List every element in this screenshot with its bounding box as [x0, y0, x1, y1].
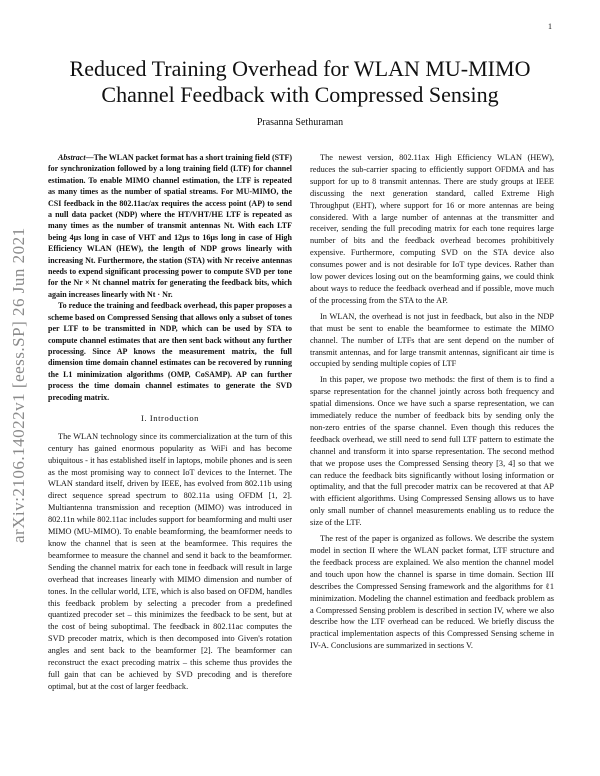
abstract-heading: Abstract: [58, 153, 86, 162]
intro-paragraph-4: In this paper, we propose two methods: the first of them is to find a sparse representation for the channel jointly across both frequency and spatial dimensions. Once we have such a sparse representation, we can immediately reduce the number of feedback bits by sending only the non-zero entries of the sparse channel. Even though this reduces the feedback overhead, we still need to send full LTF pattern to estimate the channel and transform it into sparse representation. The second method that we propose uses the Compressed Sensing theory [3, 4] so that we can reduce the feedback bits significantly without losing information or optimality, and that the full precoder matrix can be recovered at that AP with efficient algorithms. Using Compressed Sensing allows us to have only small number of channel measurements enabling us to reduce the size of the LTF.: [310, 375, 554, 528]
left-column: [48, 152, 292, 693]
intro-paragraph-2: The newest version, 802.11ax High Efficiency WLAN (HEW), reduces the sub-carrier spacing to efficiently support OFDMA and has support for up to 8 transmit antennas. There are study groups at IEEE discussing the next generation standard, called Extreme High Throughput (EHT), where support for 16 or more antennas are being considered. With a large number of antennas at the transmitter and receiver, sending the full precoding matrix for each tone requires large number of bits and the feedback overhead becomes prohibitively expensive. Furthermore, computing SVD on the STA device also consumes power and is not desirable for IoT type devices. Rather than low power devices losing out on the beamforming gains, we could think about ways to reduce the feedback overhead and if possible, move much of the processing from the STA to the AP.: [310, 153, 554, 305]
abstract-paragraph-2: To reduce the training and feedback overhead, this paper proposes a scheme based on Compressed Sensing that allows only a subset of tones per LTF to be transmitted in NDP, which can be used by STA to compute channel estimates that are then sent back without any further processing. Since AP knows the measurement matrix, the full dimension time domain channel estimates can be recovered by running the L1 minimization algorithms (OMP, CoSAMP). AP can further process the time domain channel estimates to generate the SVD precoding matrix.: [48, 301, 292, 402]
intro-paragraph-5: The rest of the paper is organized as follows. We describe the system model in section II where the WLAN packet format, LTF structure and the feedback process are explained. We also mention the channel model and touch upon how the channel is sparse in time domain. Section III describes the Compressed Sensing framework and the algorithms for ℓ1 minimization. Modeling the channel estimation and feedback problem as a Compressed Sensing problem is described in section IV, where we also describe how the LTF overhead can be reduced. We briefly discuss the practical implementation aspects of this Compressed Sensing scheme in IV-A. Conclusions are summarized in sections V.: [310, 534, 554, 651]
paper-title: Reduced Training Overhead for WLAN MU-MIMO Channel Feedback with Compressed Sensing: [69, 56, 531, 107]
abstract-text-1: The WLAN packet format has a short training field (STF) for synchronization followed by a long training field (LTF) for channel estimation. To enable MIMO channel estimation, the LTF is repeated as many times as the number of spatial streams. For MU-MIMO, the CSI feedback in the 802.11ac/ax requires the access point (AP) to send a null data packet (NDP) where the HT/VHT/HE LTF is repeated as many times as the number of transmit antennas Nt. With each LTF being 4µs long in case of VHT and 12µs to 16µs long in case of High Efficiency WLAN (HEW), the length of NDP grows linearly with increasing Nt. Furthermore, the station (STA) with Nr receive antennas needs to expend significant processing power to compute SVD per tone for the Nr × Nt channel matrix for generating the feedback bits, which again increases linearly with Nt · Nr.: [48, 153, 292, 299]
abstract: [48, 152, 292, 403]
page-number: 1: [548, 22, 552, 31]
arxiv-stamp: arXiv:2106.14022v1 [eess.SP] 26 Jun 2021: [9, 227, 28, 543]
intro-paragraph-3: In WLAN, the overhead is not just in feedback, but also in the NDP that must be sent to enable the beamformee to estimate the MIMO channel. The number of LTFs that are sent depend on the number of transmit antennas, and for large transmit antennas, significant air time is occupied by sending multiple copies of LTF: [310, 311, 554, 369]
right-column: [310, 152, 554, 652]
section-heading-introduction: I. Introduction: [140, 412, 200, 423]
intro-paragraph-1: The WLAN technology since its commercialization at the turn of this century has gained enormous popularity as WiFi and has become ubiquitous - it has established itself in laptops, mobile phones and is seen as the most promising way to connect IoT devices to the Internet. The WLAN standard itself, driven by IEEE, has evolved from 802.11b using direct sequence spread spectrum to 802.11a using OFDM [1, 2]. Multiantenna transmission and reception (MIMO) was introduced in 802.11n while 802.11ac includes support for beamforming and multi user MIMO (MU-MIMO). To enable beamforming, the beamformer needs to know the channel that is seen at the beamformee. This requires the beamformee to measure the channel and send it back to the beamformer. Sending the channel matrix for each tone in feedback will result in large overhead that increases linearly with MIMO dimension and number of tones. In the cellular world, LTE, which is also based on OFDM, handles this feedback problem by selecting a precoder from a predefined quantized precoder set – this minimizes the feedback to be sent, but at the cost of being suboptimal. The feedback in 802.11ac computes the SVD precoder matrix, which is then decomposed into Given's rotation angles and sent back to the beamformer [2]. The beamformer can reconstruct the exact precoding matrix – this scheme thus provides the full gain that can be achieved by SVD precoding and is therefore optimal, but at the cost of larger feedback.: [48, 431, 292, 691]
author-name: Prasanna Sethuraman: [256, 117, 344, 128]
abstract-paragraph-1: Abstract—The WLAN packet format has a short training field (STF) for synchronization followed by a long training field (LTF) for channel estimation. To enable MIMO channel estimation, the LTF is repeated as many times as the number of spatial streams. For MU-MIMO, the CSI feedback in the 802.11ac/ax requires the access point (AP) to send a null data packet (NDP) where the HT/VHT/HE LTF is repeated as many times as the number of transmit antennas Nt. With each LTF being 4µs long in case of VHT and 12µs to 16µs long in case of High Efficiency WLAN (HEW), the length of NDP grows linearly with increasing Nt. Furthermore, the station (STA) with Nr receive antennas needs to expend significant processing power to compute SVD per tone for the Nr × Nt channel matrix for generating the feedback bits, which again increases linearly with Nt · Nr.: [48, 153, 292, 299]
